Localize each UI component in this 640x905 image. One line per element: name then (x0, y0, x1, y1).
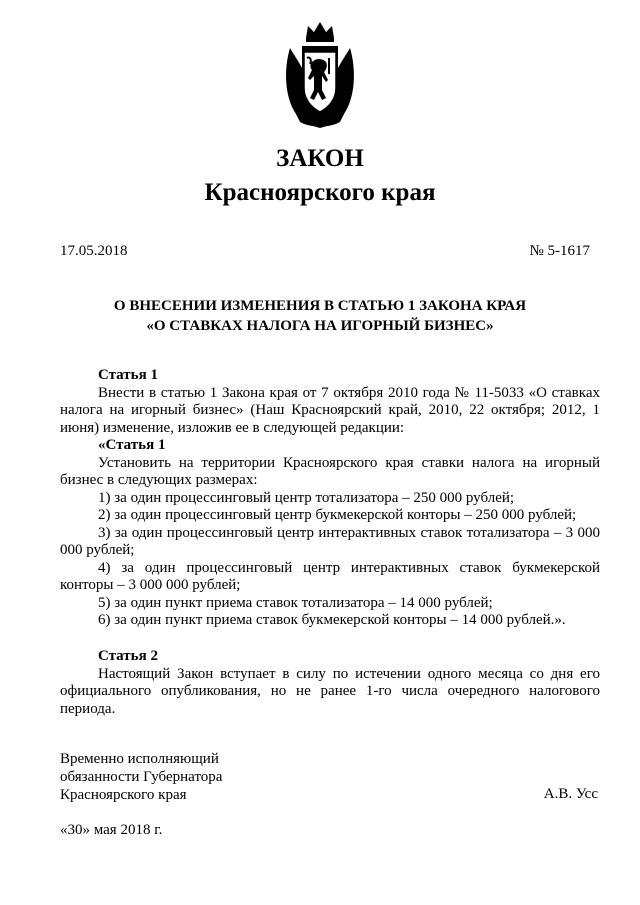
article-2-title: Статья 2 (98, 648, 158, 664)
rate-item-3: 3) за один процессинговый центр интерактивных ставок тотализатора – 3 000 000 рублей; (60, 524, 600, 558)
article-1-title: Статья 1 (98, 367, 158, 383)
article-1 (60, 367, 600, 630)
law-heading-line-2: «О СТАВКАХ НАЛОГА НА ИГОРНЫЙ БИЗНЕС» (146, 318, 494, 334)
article-2 (60, 648, 600, 718)
rate-item-4: 4) за один процессинговый центр интерактивных ставок букмекерской конторы – 3 000 000 рублей; (60, 559, 600, 593)
signatory-name: А.В. Усс (543, 786, 598, 802)
article-2-text: Настоящий Закон вступает в силу по истечении одного месяца со дня его официального опубликования, но не ранее 1-го числа очередного налогового периода. (60, 665, 600, 717)
signatory-line-2: обязанности Губернатора (60, 769, 223, 785)
law-title: ЗАКОН (276, 145, 364, 172)
signatory-line-3: Красноярского края (60, 787, 187, 803)
rate-item-2: 2) за один процессинговый центр букмекерской конторы – 250 000 рублей; (98, 507, 577, 523)
signatory-line-1: Временно исполняющий (60, 751, 219, 767)
rate-item-6: 6) за один пункт приема ставок букмекерской конторы – 14 000 рублей.». (98, 612, 566, 628)
coat-of-arms-emblem (282, 18, 358, 130)
rate-item-5: 5) за один пункт приема ставок тотализатора – 14 000 рублей; (98, 594, 493, 611)
law-number: № 5-1617 (529, 243, 590, 259)
article-1-intro: Внести в статью 1 Закона края от 7 октября 2010 года № 11-5033 «О ставках налога на игорный бизнес» (Наш Красноярский край, 2010, 22 октября; 2012, 1 июня) изменение, изложив ее в следующей редакции: (60, 384, 600, 436)
signing-date: «30» мая 2018 г. (60, 822, 163, 838)
law-heading-line-1: О ВНЕСЕНИИ ИЗМЕНЕНИЯ В СТАТЬЮ 1 ЗАКОНА КРАЯ (113, 298, 527, 314)
law-subtitle: Красноярского края (204, 179, 436, 206)
signatory-position (60, 750, 222, 804)
quoted-article-title: «Статья 1 (98, 437, 166, 453)
law-date: 17.05.2018 (60, 243, 128, 259)
quoted-article-intro: Установить на территории Красноярского края ставки налога на игорный бизнес в следующих размерах: (60, 454, 600, 488)
rate-item-1: 1) за один процессинговый центр тотализатора – 250 000 рублей; (98, 489, 515, 506)
